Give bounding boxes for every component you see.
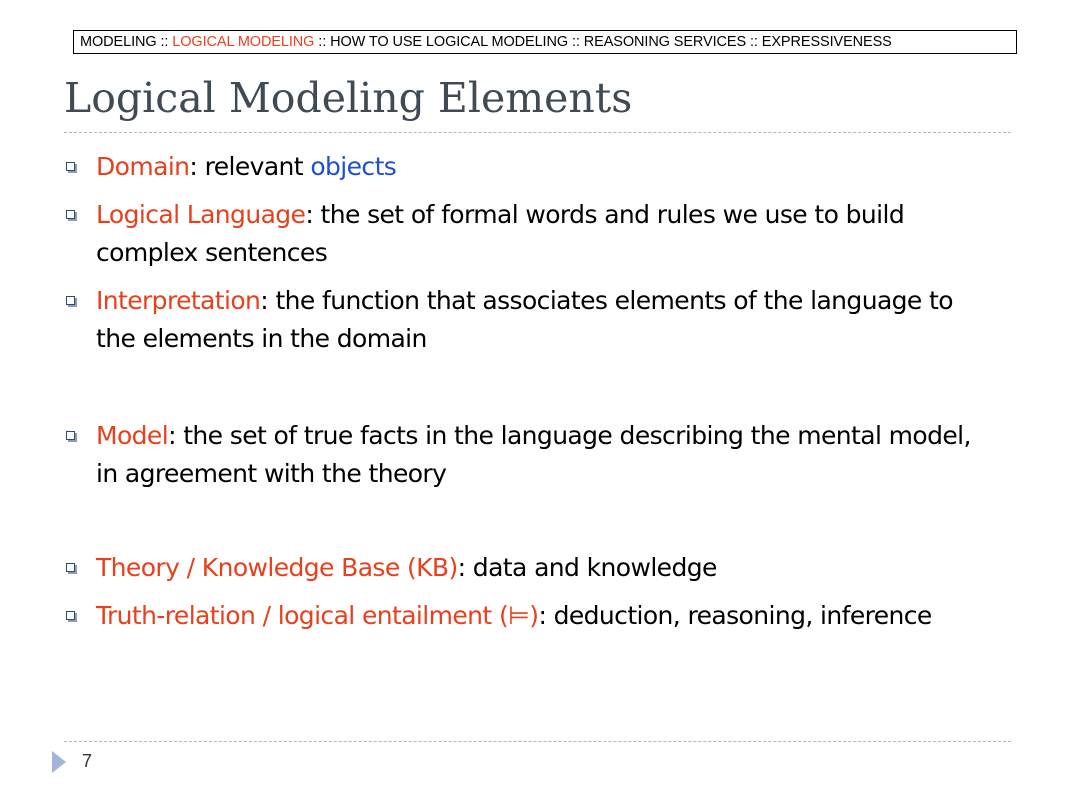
definition-text: : the set of true facts in the language describing the mental model, in agreement with the theory <box>96 421 971 488</box>
bullet-truth-relation <box>66 597 986 635</box>
definition-text: : the set of formal words and rules we use to build complex sentences <box>96 200 905 267</box>
breadcrumb <box>73 30 1017 54</box>
breadcrumb-item-how-to-use[interactable]: HOW TO USE LOGICAL MODELING <box>330 34 569 50</box>
square-bullet-icon <box>66 431 75 440</box>
term-label: Interpretation <box>96 286 261 315</box>
breadcrumb-separator: :: <box>314 34 331 50</box>
square-bullet-icon <box>66 611 75 620</box>
term-label: Truth-relation / logical entailment (⊨) <box>96 601 539 630</box>
term-label: Logical Language <box>96 200 306 229</box>
bullet-text <box>96 549 986 587</box>
square-bullet-icon <box>66 296 75 305</box>
breadcrumb-separator: :: <box>156 34 173 50</box>
breadcrumb-separator: :: <box>568 34 584 50</box>
bullet-domain <box>66 148 986 186</box>
breadcrumb-separator: :: <box>746 34 762 50</box>
bullet-text <box>96 417 986 493</box>
bullet-theory <box>66 549 986 587</box>
square-bullet-icon <box>66 210 75 219</box>
breadcrumb-item-logical-modeling[interactable]: LOGICAL MODELING <box>172 34 315 50</box>
breadcrumb-item-modeling[interactable]: MODELING <box>80 34 157 50</box>
square-bullet-icon <box>66 563 75 572</box>
bullet-text <box>96 282 986 358</box>
slide-title: Logical Modeling Elements <box>64 74 633 122</box>
footer-divider <box>64 741 1011 742</box>
square-bullet-icon <box>66 162 75 171</box>
term-label: Domain <box>96 152 190 181</box>
slide-number: 7 <box>82 751 93 771</box>
definition-text: : data and knowledge <box>457 553 717 582</box>
bullet-text <box>96 148 986 186</box>
breadcrumb-item-expressiveness[interactable]: EXPRESSIVENESS <box>761 34 892 50</box>
term-label: Model <box>96 421 169 450</box>
definition-text: : deduction, reasoning, inference <box>538 601 932 630</box>
breadcrumb-item-reasoning-services[interactable]: REASONING SERVICES <box>583 34 747 50</box>
play-arrow-icon[interactable] <box>52 751 66 773</box>
bullet-text <box>96 196 986 272</box>
title-divider <box>64 132 1011 133</box>
definition-text: : relevant <box>189 152 311 181</box>
term-label: Theory / Knowledge Base (KB) <box>96 553 458 582</box>
highlight-text: objects <box>310 152 397 181</box>
bullet-logical-language <box>66 196 986 272</box>
bullet-text <box>96 597 986 635</box>
bullet-model <box>66 417 986 493</box>
bullet-interpretation <box>66 282 986 358</box>
definition-text: : the function that associates elements of the language to the elements in the domain <box>96 286 953 353</box>
